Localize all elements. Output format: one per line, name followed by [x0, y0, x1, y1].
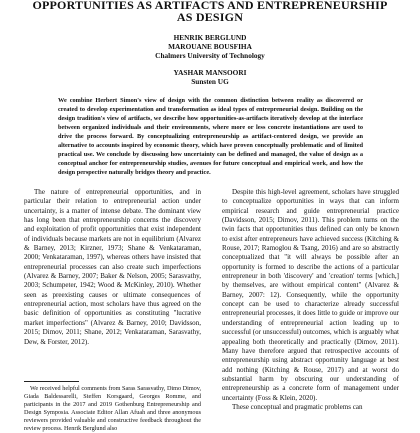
- abstract: We combine Herbert Simon's view of design with the common distinction between reality as discovered or created to develop experimentation and transformation as ideal types of entrepreneurial design. Building on the design tradition's view of artifacts, we describe how opportunities-as-artifacts iteratively develop at the interface between organized individuals and their environments, where more or less concrete instantiations are used to drive the process forward. By conceptualizing entrepreneurship as artifact-centered design, we provide an alternative to accounts inspired by economic theory, which have proven conceptually problematic and of limited practical use. We conclude by discussing how uncertainty can be defined and managed, the value of design as a conceptual anchor for entrepreneurship studies, avenues for future conceptual and empirical work, and how the design perspective naturally bridges theory and practice.: [58, 97, 363, 176]
- author-affiliation: Sunsten UG: [191, 77, 229, 86]
- footnote-divider: [24, 381, 79, 382]
- body-column-right: [222, 188, 399, 412]
- body-column-left: [24, 188, 201, 347]
- footnote: We received helpful comments from Saras Sarasvathy, Dimo Dimov, Giada Baldessarelli, Steffen Korsgaard, Georges Romme, and participants in the 2017 and 2019 Gothenburg Entrepreneurship and Design Symposia. Associate Editor Allan Afuah and three anonymous reviewers provided valuable and constructive feedback throughout the review process. Henrik Berglund also: [24, 385, 201, 432]
- body-paragraph: Despite this high-level agreement, scholars have struggled to conceptualize opportunities in ways that can inform empirical research and guide entrepreneurial practice (Davidsson, 2015; Dimov, 2011). This problem turns on the twin facts that opportunities thus defined can only be known to exist after entrepreneurs have achieved success (Kitching & Rouse, 2017; Ramoglou & Tsang, 2016) and are so abstractly conceptualized that "it will always be possible after an opportunity is formed to describe the actions of a particular entrepreneur in both 'discovery' and 'creation' terms [which,] by themselves, are without empirical content" (Alvarez & Barney, 2007: 12). Consequently, while the opportunity concept can be used to characterize already successful entrepreneurial processes, it does little to guide or improve our understanding of entrepreneurial action leading up to successful (or unsuccessful) outcomes, which is arguably what appealing both theoretically and practically (Dimov, 2011). Many have therefore argued that retrospective accounts of entrepreneurship using abstract opportunity language at best add nothing (Kitching & Rouse, 2017) and at worst do substantial harm by obscuring our understanding of entrepreneurship as a concrete form of management under uncertainty (Foss & Klein, 2020).: [222, 188, 399, 402]
- body-paragraph: These conceptual and pragmatic problems can: [232, 402, 363, 411]
- paper-title-line-1: OPPORTUNITIES AS ARTIFACTS AND ENTREPRENEURSHIP: [32, 0, 388, 12]
- author-name: HENRIK BERGLUND: [173, 33, 247, 42]
- author-name: MAROUANE BOUSFIHA: [168, 42, 252, 51]
- paper-title-line-2: AS DESIGN: [176, 10, 244, 24]
- author-affiliation: Chalmers University of Technology: [155, 51, 265, 60]
- author-name: YASHAR MANSOORI: [173, 68, 247, 77]
- body-paragraph: The nature of entrepreneurial opportunities, and in particular their relation to entrepreneurial action under uncertainty, is a matter of intense debate. The dominant view has long been that entrepreneurship concerns the discovery and exploitation of profit opportunities that exist independent of individuals because markets are not in equilibrium (Alvarez & Barney, 2013; Kirzner, 1973; Shane & Venkataraman, 2000; Venkataraman, 1997), whereas others have insisted that entrepreneurial processes can also create such imperfections (Alvarez & Barney, 2007; Baker & Nelson, 2005; Sarasvathy, 2003; Schumpeter, 1942; Wood & McKinley, 2010). Whether seen as preexisting causes or ultimate consequences of entrepreneurial action, most scholars have thus agreed on the basic definition of opportunities as constituting "lucrative market imperfections" (Alvarez & Barney, 2010; Davidsson, 2015; Dimov, 2011; Shane, 2012; Venkataraman, Sarasvathy, Dew, & Forster, 2012).: [24, 188, 201, 346]
